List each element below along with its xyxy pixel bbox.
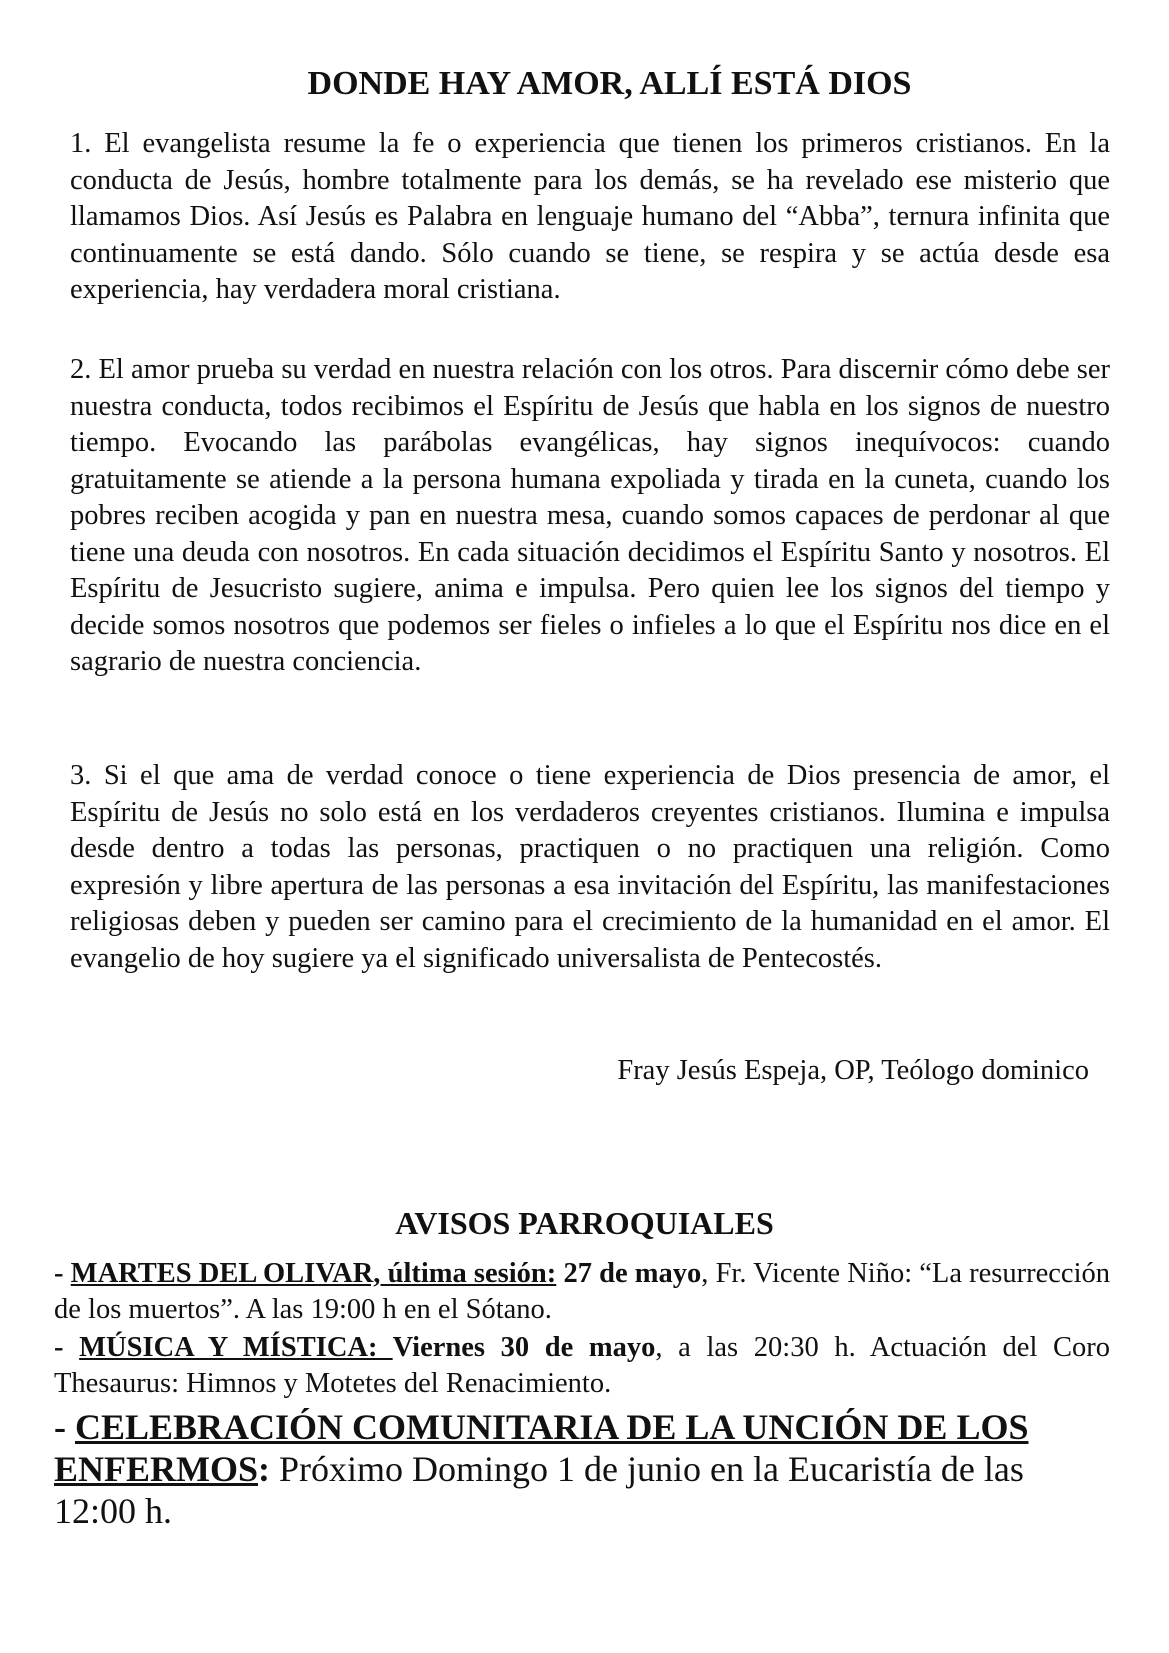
notice-1-dash: - xyxy=(54,1258,71,1289)
notice-3-dash: - xyxy=(54,1407,75,1447)
notice-1 xyxy=(54,1256,1110,1328)
notice-3-text: Próximo Domingo 1 de junio en la Eucaristía de las 12:00 h. xyxy=(54,1449,1024,1531)
notices-title: AVISOS PARROQUIALES xyxy=(395,1205,774,1241)
notice-3 xyxy=(54,1406,1110,1532)
notice-2-dash: - xyxy=(54,1332,80,1363)
paragraph-2: 2. El amor prueba su verdad en nuestra relación con los otros. Para discernir cómo debe ser nuestra conducta, todos recibimos el Espíritu de Jesús que habla en los signos de nuestro tiempo. Evocando las parábolas evangélicas, hay signos inequívocos: cuando gratuitamente se atiende a la persona humana expoliada y tirada en la cuneta, cuando los pobres reciben acogida y pan en nuestra mesa, cuando somos capaces de perdonar al que tiene una deuda con nosotros. En cada situación decidimos el Espíritu Santo y nosotros. El Espíritu de Jesucristo sugiere, anima e impulsa. Pero quien lee los signos del tiempo y decide somos nosotros que podemos ser fieles o infieles a lo que el Espíritu nos dice en el sagrario de nuestra conciencia. xyxy=(70,354,1110,677)
notice-2-text: , a las 20:30 h. Actuación del Coro Thesaurus: Himnos y Motetes del Renacimiento. xyxy=(54,1332,1111,1399)
paragraph-3: 3. Si el que ama de verdad conoce o tiene experiencia de Dios presencia de amor, el Espíritu de Jesús no solo está en los verdaderos creyentes cristianos. Ilumina e impulsa desde dentro a todas las personas, practiquen o no practiquen una religión. Como expresión y libre apertura de las personas a esa invitación del Espíritu, las manifestaciones religiosas deben y pueden ser camino para el crecimiento de la humanidad en el amor. El evangelio de hoy sugiere ya el significado universalista de Pentecostés. xyxy=(70,760,1110,974)
author-signature: Fray Jesús Espeja, OP, Teólogo dominico xyxy=(617,1055,1089,1086)
notice-3-heading: CELEBRACIÓN COMUNITARIA DE LA UNCIÓN DE LOS ENFERMOS xyxy=(54,1407,1029,1489)
notice-1-date: 27 de mayo xyxy=(556,1258,702,1289)
notice-2-date: Viernes 30 de mayo xyxy=(392,1332,656,1363)
notice-1-heading: MARTES DEL OLIVAR, última sesión: xyxy=(70,1258,557,1289)
page-title: DONDE HAY AMOR, ALLÍ ESTÁ DIOS xyxy=(307,65,912,102)
notice-1-text: , Fr. Vicente Niño: “La resurrección de los muertos”. A las 19:00 h en el Sótano. xyxy=(54,1258,1110,1325)
notice-2-heading: MÚSICA Y MÍSTICA: xyxy=(79,1332,393,1363)
paragraph-1: 1. El evangelista resume la fe o experiencia que tienen los primeros cristianos. En la conducta de Jesús, hombre totalmente para los demás, se ha revelado ese misterio que llamamos Dios. Así Jesús es Palabra en lenguaje humano del “Abba”, ternura infinita que continuamente se está dando. Sólo cuando se tiene, se respira y se actúa desde esa experiencia, hay verdadera moral cristiana. xyxy=(70,128,1110,305)
notice-2 xyxy=(54,1330,1110,1402)
notice-3-colon: : xyxy=(258,1449,271,1489)
